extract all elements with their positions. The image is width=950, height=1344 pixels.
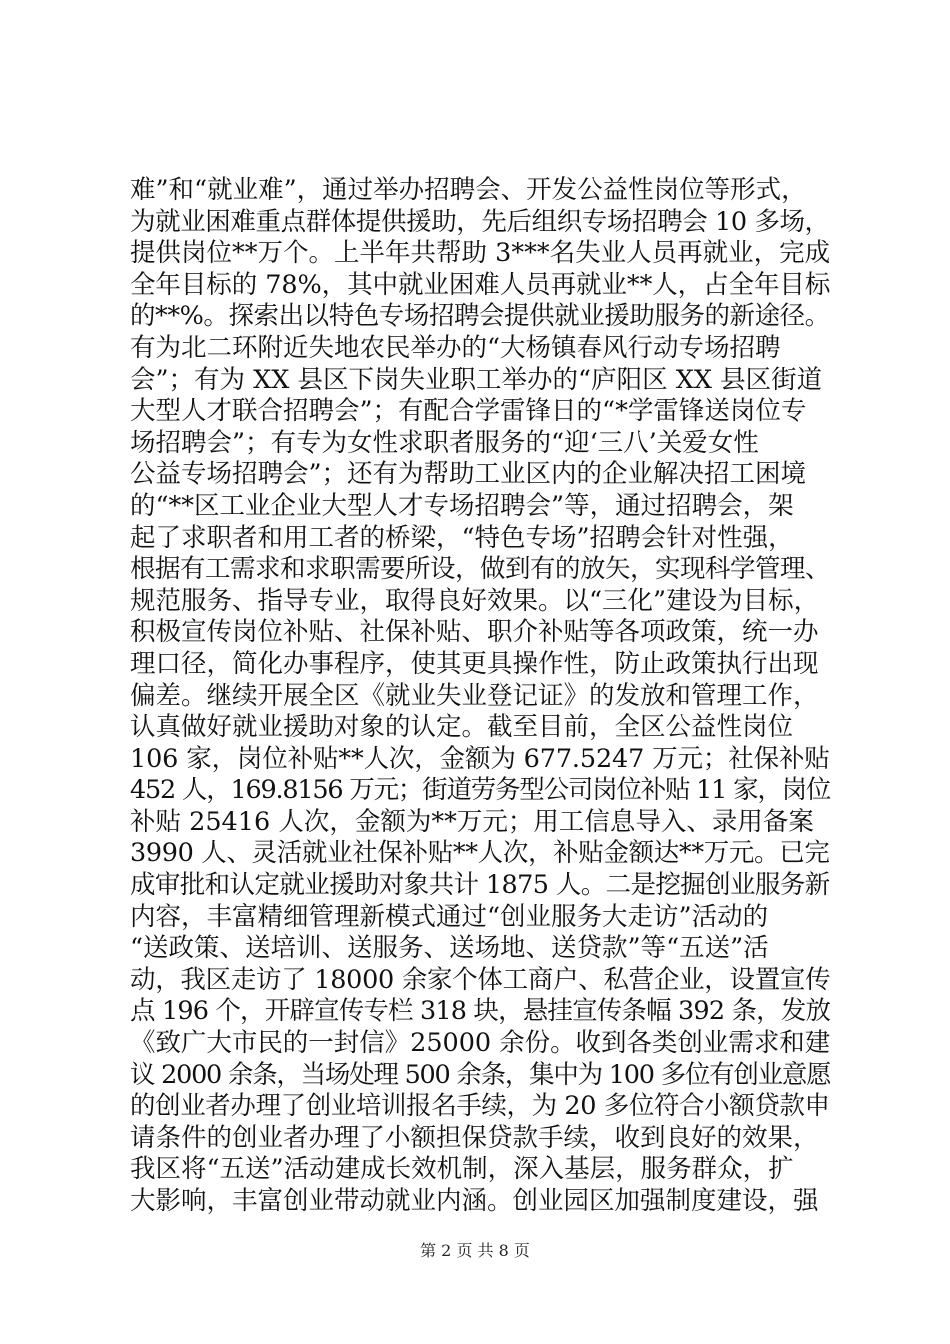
text-line: 106 家，岗位补贴**人次，金额为 677.5247 万元；社保补贴 <box>130 743 830 774</box>
text-line: 动，我区走访了 18000 余家个体工商户、私营企业，设置宣传 <box>130 964 831 995</box>
text-line: 452 人，169.8156 万元；街道劳务型公司岗位补贴 11 家，岗位 <box>130 775 831 806</box>
text-line: 根据有工需求和求职需要所设，做到有的放矢，实现科学管理、 <box>130 554 831 585</box>
text-line: 我区将“五送”活动建成长效机制，深入基层，服务群众，扩 <box>130 1154 794 1185</box>
text-line: 3990 人、灵活就业社保补贴**人次，补贴金额达**万元。已完 <box>130 838 830 869</box>
text-line: 的**%。探索出以特色专场招聘会提供就业援助服务的新途径。 <box>130 301 830 332</box>
text-line: 公益专场招聘会”；还有为帮助工业区内的企业解决招工困境 <box>130 459 807 490</box>
text-line: 的创业者办理了创业培训报名手续，为 20 多位符合小额贷款申 <box>130 1091 830 1122</box>
text-line: 补贴 25416 人次，金额为**万元；用工信息导入、录用备案 <box>130 806 814 837</box>
body-text <box>130 175 830 1218</box>
page-number-footer: 第 2 页 共 8 页 <box>420 1241 530 1260</box>
text-line: 积极宣传岗位补贴、社保补贴、职介补贴等各项政策，统一办 <box>130 617 819 648</box>
text-line: 理口径，简化办事程序，使其更具操作性，防止政策执行出现 <box>130 648 819 679</box>
text-line: 认真做好就业援助对象的认定。截至目前，全区公益性岗位 <box>130 712 794 743</box>
text-line: 议 2000 余条，当场处理 500 余条，集中为 100 多位有创业意愿 <box>130 1059 831 1090</box>
text-line: 规范服务、指导专业，取得良好效果。以“三化”建设为目标， <box>130 585 820 616</box>
text-line: 提供岗位**万个。上半年共帮助 3***名失业人员再就业，完成 <box>130 238 831 269</box>
text-line: 场招聘会”；有专为女性求职者服务的“迎‘三八’关爱女性 <box>130 427 759 458</box>
text-line: 点 196 个，开辟宣传专栏 318 块，悬挂宣传条幅 392 条，发放 <box>130 996 831 1027</box>
text-line: 起了求职者和用工者的桥梁，“特色专场”招聘会针对性强， <box>130 522 794 553</box>
text-line: 难”和“就业难”，通过举办招聘会、开发公益性岗位等形式， <box>130 175 807 205</box>
text-line: 的“**区工业企业大型人才专场招聘会”等，通过招聘会，架 <box>130 490 794 521</box>
text-line: 会”；有为 XX 县区下岗失业职工举办的“庐阳区 XX 县区街道 <box>130 364 823 395</box>
text-line: 内容，丰富精细管理新模式通过“创业服务大走访”活动的 <box>130 901 769 932</box>
text-line: 偏差。继续开展全区《就业失业登记证》的发放和管理工作， <box>130 680 819 711</box>
text-line: “送政策、送培训、送服务、送场地、送贷款”等“五送”活 <box>130 933 769 964</box>
text-line: 有为北二环附近失地农民举办的“大杨镇春风行动专场招聘 <box>130 332 781 363</box>
text-line: 《致广大市民的一封信》25000 余份。收到各类创业需求和建 <box>130 1028 831 1059</box>
text-line: 大影响，丰富创业带动就业内涵。创业园区加强制度建设，强 <box>130 1186 819 1216</box>
text-line: 大型人才联合招聘会”；有配合学雷锋日的“*学雷锋送岗位专 <box>130 396 807 427</box>
text-line: 成审批和认定就业援助对象共计 1875 人。二是挖掘创业服务新 <box>130 870 830 901</box>
text-line: 请条件的创业者办理了小额担保贷款手续，收到良好的效果， <box>130 1122 819 1153</box>
text-line: 全年目标的 78%，其中就业困难人员再就业**人，占全年目标 <box>130 269 831 300</box>
text-line: 为就业困难重点群体提供援助，先后组织专场招聘会 10 多场， <box>130 206 830 237</box>
